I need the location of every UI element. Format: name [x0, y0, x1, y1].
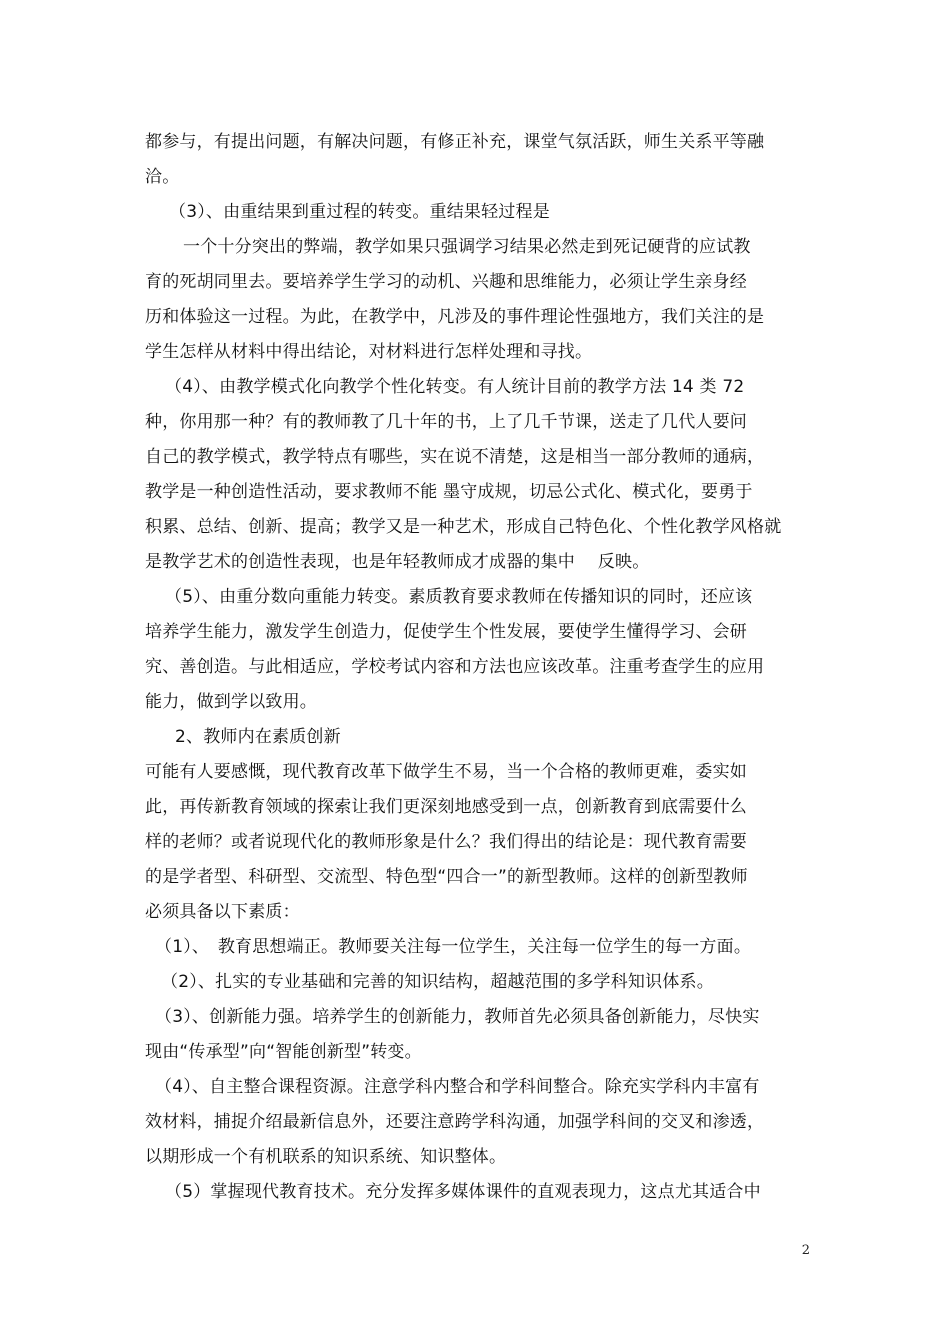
text-line: 现由“传承型”向“智能创新型”转变。 — [145, 1042, 422, 1062]
text-line: 都参与，有提出问题，有解决问题，有修正补充，课堂气氛活跃，师生关系平等融 — [145, 132, 765, 152]
text-line: 究、善创造。与此相适应，学校考试内容和方法也应该改革。注重考查学生的应用 — [145, 657, 765, 677]
text-line: 育的死胡同里去。要培养学生学习的动机、兴趣和思维能力，必须让学生亲身经 — [145, 272, 747, 292]
text-line: 洽。 — [145, 167, 180, 187]
text-line: 学生怎样从材料中得出结论，对材料进行怎样处理和寻找。 — [145, 342, 593, 362]
text-line: （3）、创新能力强。培养学生的创新能力，教师首先必须具备创新能力，尽快实 — [155, 1007, 760, 1027]
text-line: 能力，做到学以致用。 — [145, 692, 317, 712]
text-line: 的是学者型、科研型、交流型、特色型“四合一”的新型教师。这样的创新型教师 — [145, 867, 748, 887]
text-line: （2）、扎实的专业基础和完善的知识结构，超越范围的多学科知识体系。 — [161, 972, 714, 992]
text-line: 效材料，捕捉介绍最新信息外，还要注意跨学科沟通，加强学科间的交叉和渗透， — [145, 1112, 765, 1132]
text-line: （3）、由重结果到重过程的转变。重结果轻过程是 — [169, 202, 550, 222]
text-line: （4）、由教学模式化向教学个性化转变。有人统计目前的教学方法 14 类 72 — [165, 377, 745, 397]
text-line: 历和体验这一过程。为此，在教学中，凡涉及的事件理论性强地方，我们关注的是 — [145, 307, 765, 327]
text-line: 是教学艺术的创造性表现，也是年轻教师成才成器的集中 反映。 — [145, 552, 650, 572]
text-line: 积累、总结、创新、提高；教学又是一种艺术，形成自己特色化、个性化教学风格就 — [145, 517, 782, 537]
text-line: 自己的教学模式，教学特点有哪些，实在说不清楚，这是相当一部分教师的通病， — [145, 447, 765, 467]
text-line: 此，再传新教育领域的探索让我们更深刻地感受到一点，创新教育到底需要什么 — [145, 797, 747, 817]
text-line: 教学是一种创造性活动，要求教师不能 墨守成规，切忌公式化、模式化，要勇于 — [145, 482, 753, 502]
text-line: （5）掌握现代教育技术。充分发挥多媒体课件的直观表现力，这点尤其适合中 — [165, 1182, 761, 1202]
text-line: 培养学生能力，激发学生创造力，促使学生个性发展，要使学生懂得学习、会研 — [145, 622, 747, 642]
text-line: （1）、 教育思想端正。教师要关注每一位学生，关注每一位学生的每一方面。 — [155, 937, 752, 957]
page-number: 2 — [801, 1243, 810, 1258]
text-line: 样的老师？或者说现代化的教师形象是什么？我们得出的结论是：现代教育需要 — [145, 832, 747, 852]
text-line: （5）、由重分数向重能力转变。素质教育要求教师在传播知识的同时，还应该 — [165, 587, 753, 607]
text-line: 种，你用那一种？有的教师教了几十年的书，上了几千节课，送走了几代人要问 — [145, 412, 747, 432]
text-line: 可能有人要感慨，现代教育改革下做学生不易，当一个合格的教师更难，委实如 — [145, 762, 747, 782]
text-line: 一个十分突出的弊端，教学如果只强调学习结果必然走到死记硬背的应试教 — [183, 237, 751, 257]
text-line: （4）、自主整合课程资源。注意学科内整合和学科间整合。除充实学科内丰富有 — [155, 1077, 760, 1097]
document-body — [145, 125, 810, 1210]
text-line: 必须具备以下素质： — [145, 902, 300, 922]
text-line: 以期形成一个有机联系的知识系统、知识整体。 — [145, 1147, 507, 1167]
section-heading: 2、教师内在素质创新 — [175, 727, 341, 747]
